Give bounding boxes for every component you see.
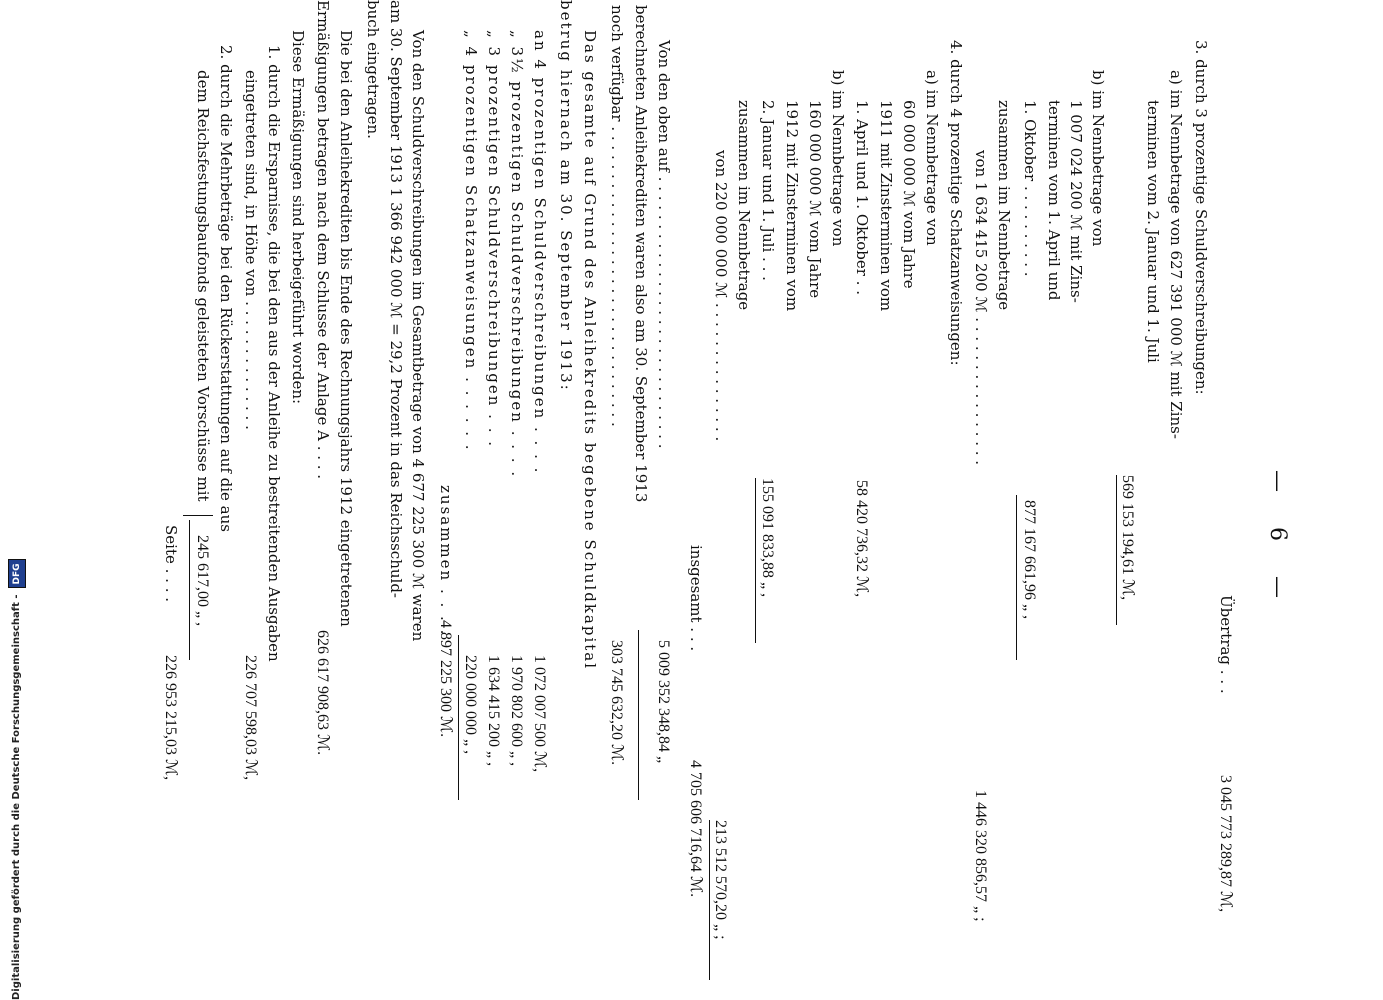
page-sum-label: Seite . . . .: [162, 525, 180, 602]
reduction1-line2: eingetreten sind, in Höhe von . . . . . . . . . . . . . .: [242, 70, 260, 430]
remaining-value1: 5 009 352 348,84 „: [655, 640, 672, 764]
page-number: — 6 —: [1265, 470, 1290, 612]
capital-row-3-value: 1 634 415 200 „ ,: [485, 655, 502, 767]
credit-text: Digitalisierung gefördert durch die Deutsche Forschungsgemeinschaft -: [11, 594, 22, 1000]
para1-line1: Von den Schuldverschreibungen im Gesamtbetrage von 4 677 225 300 ℳ waren: [409, 30, 427, 642]
reduction2-line2: dem Reichsfestungsbaufonds geleisteten Vorschüsse mit: [194, 70, 212, 502]
para1-line3: buch eingetragen.: [364, 0, 382, 139]
item4-heading: 4. durch 4 prozentige Schatzanweisungen:: [947, 40, 965, 366]
reduction2-value: 245 617,00 „ ,: [194, 535, 211, 627]
item4-sum-rule: [709, 820, 710, 980]
item4-b-rule: [755, 478, 756, 643]
capital-line1: Das gesamte auf Grund des Anleihekredits begebene Schuldkapital: [581, 30, 599, 671]
para2-value: 626 617 908,63 ℳ.: [314, 630, 331, 756]
carry-over-label: Übertrag . . .: [1217, 595, 1235, 694]
item4-b-line3: 1912 mit Zinsterminen vom: [783, 100, 801, 312]
reduction1-value: 226 707 598,03 ℳ,: [242, 655, 259, 781]
capital-row-1-value: 1 072 007 500 ℳ,: [531, 655, 548, 773]
item3-sum-line2: von 1 634 415 200 ℳ . . . . . . . . . . . . . . . .: [972, 150, 990, 466]
item3-a-value: 569 153 194,61 ℳ,: [1119, 475, 1136, 601]
item3-b-rule: [1016, 495, 1017, 660]
capital-row-2-label: „ 3½ prozentigen Schuldverschreibungen . . . .: [508, 30, 526, 479]
capital-row-2-value: 1 970 802 600 „ ,: [508, 655, 525, 767]
capital-row-1-label: an 4 prozentigen Schuldverschreibungen . . . .: [531, 30, 549, 475]
item4-a-line1: a) im Nennbetrage von: [923, 70, 941, 246]
capital-sum-label: zusammen . . . .: [437, 485, 455, 637]
item3-b-line3: terminen vom 1. April und: [1045, 100, 1063, 301]
reduction2-line1: 2. durch die Mehrbeträge bei den Rückerstattungen auf die aus: [217, 45, 235, 532]
item3-a-line1: a) im Nennbetrage von 627 391 000 ℳ mit Zins-: [1167, 70, 1185, 439]
item3-heading: 3. durch 3 prozentige Schuldverschreibungen:: [1192, 40, 1210, 395]
item3-sum-value: 1 446 320 856,57 „ ;: [972, 790, 989, 922]
capital-line2: betrug hiernach am 30. September 1913:: [557, 0, 575, 392]
dfg-logo: DFG: [8, 559, 26, 588]
item3-a-rule: [1116, 475, 1117, 625]
reduction2-rule: [189, 520, 190, 660]
reduction1-line1: 1. durch die Ersparnisse, die bei den aus der Anleihe zu bestreitenden Ausgaben: [265, 45, 283, 662]
capital-rule: [458, 635, 459, 800]
item4-a-value: 58 420 736,32 ℳ,: [853, 480, 870, 598]
total-value: 4 705 606 716,64 ℳ.: [687, 760, 704, 898]
item4-a-line3: 1911 mit Zinsterminen vom: [877, 100, 895, 312]
remaining-line1: Von den oben auf . . . . . . . . . . . . . . . . . . . . . . . . . . . . .: [655, 40, 673, 449]
item3-b-line4: 1. Oktober . . . . . . . . . .: [1021, 100, 1039, 277]
item4-sum-value: 213 512 570,20 „ ;: [712, 820, 729, 940]
item4-b-line1: b) im Nennbetrage von: [829, 70, 847, 247]
digitization-credit: [8, 0, 24, 1000]
remaining-line3: noch verfügbar . . . . . . . . . . . . . . . . . . . . . . . . . . . . . . . .: [608, 5, 626, 427]
item4-b-line4: 2. Januar und 1. Juli . . .: [759, 100, 777, 281]
page-sum-value: 226 953 215,03 ℳ,: [162, 655, 179, 781]
reduction2-vrule: [183, 515, 213, 516]
item4-b-value: 155 091 833,88 „ ,: [759, 478, 776, 598]
para2-line2: Ermäßigungen betragen nach dem Schlusse der Anlage A . . . .: [314, 0, 332, 480]
capital-row-3-label: „ 3 prozentigen Schuldverschreibungen . . .: [485, 30, 503, 449]
capital-sum-value: 4 897 225 300 ℳ.: [437, 620, 454, 738]
carry-over-value: 3 045 773 289,87 ℳ,: [1217, 775, 1234, 913]
total-label: insgesamt . . .: [687, 545, 705, 652]
item4-sum-line1: zusammen im Nennbetrage: [735, 100, 753, 311]
item3-b-line2: 1 007 024 200 ℳ mit Zins-: [1067, 100, 1085, 303]
item4-b-line2: 160 000 000 ℳ vom Jahre: [806, 100, 824, 299]
capital-row-4-label: „ 4 prozentigen Schatzanweisungen . . . . . .: [462, 30, 480, 452]
remaining-rule: [638, 630, 639, 800]
remaining-line2: berechneten Anleihekrediten waren also am 30. September 1913: [632, 5, 650, 503]
item3-b-value: 877 167 661,96 „ ,: [1021, 500, 1038, 620]
para1-line2: am 30. September 1913 1 366 942 000 ℳ = 29,2 Prozent in das Reichsschuld-: [387, 0, 405, 599]
item4-a-line2: 60 000 000 ℳ vom Jahre: [900, 100, 918, 289]
item4-a-line4: 1. April und 1. Oktober . .: [853, 100, 871, 295]
item3-sum-line1: zusammen im Nennbetrage: [995, 100, 1013, 311]
item4-sum-line2: von 220 000 000 ℳ . . . . . . . . . . . . . . .: [712, 150, 730, 442]
item3-b-line1: b) im Nennbetrage von: [1089, 70, 1107, 247]
para2-line1: Die bei den Anleihekrediten bis Ende des Rechnungsjahrs 1912 eingetretenen: [337, 30, 355, 627]
remaining-value3: 303 745 632,20 ℳ.: [608, 640, 625, 766]
capital-row-4-value: 220 000 000 „ ,: [462, 655, 479, 755]
para3: Diese Ermäßigungen sind herbeigeführt worden:: [289, 30, 307, 405]
item3-a-line2: terminen vom 2. Januar und 1. Juli: [1144, 100, 1162, 363]
